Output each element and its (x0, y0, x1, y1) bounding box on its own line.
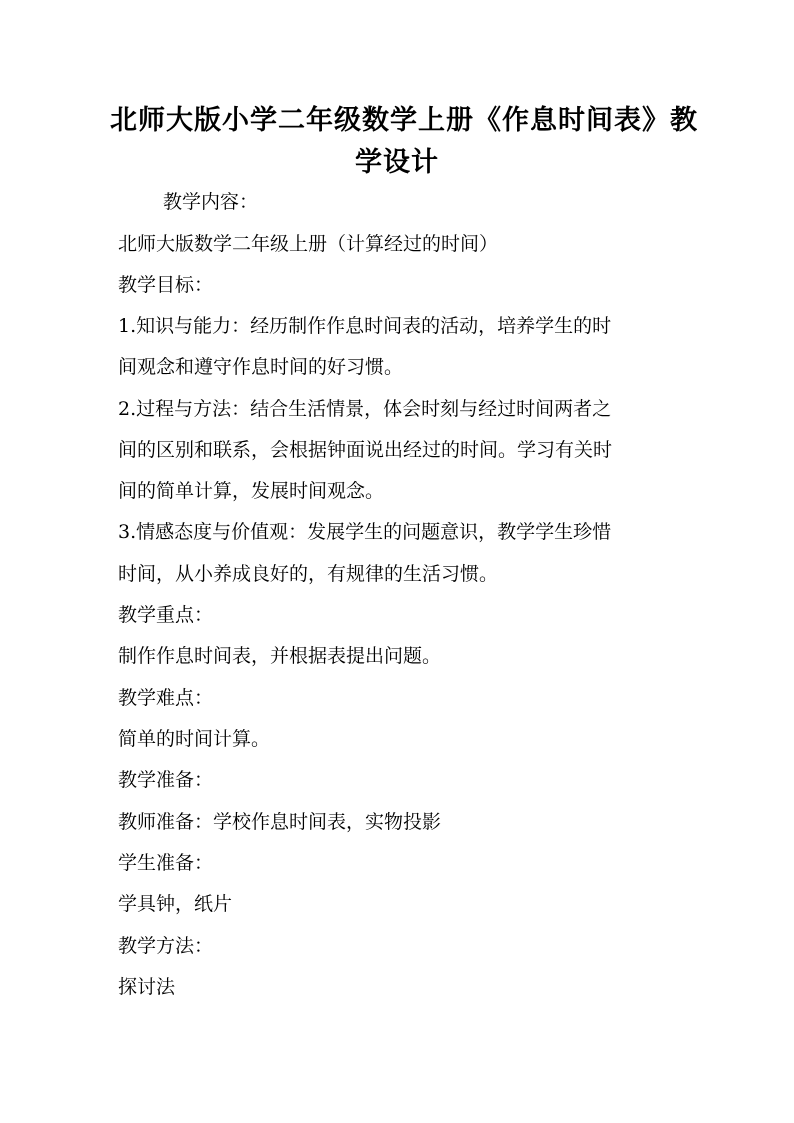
paragraph-line: 北师大版数学二年级上册（计算经过的时间） (118, 233, 499, 255)
paragraph-line: 教师准备：学校作息时间表，实物投影 (118, 811, 442, 833)
section-heading-difficulties: 教学难点： (118, 687, 214, 709)
document-title-line-2: 学设计 (355, 147, 439, 178)
paragraph-line: 时间，从小养成良好的，有规律的生活习惯。 (118, 563, 499, 585)
section-heading-objectives: 教学目标： (118, 274, 214, 296)
document-title-line-1: 北师大版小学二年级数学上册《作息时间表》教 (110, 105, 698, 136)
paragraph-line: 3.情感态度与价值观：发展学生的问题意识，教学学生珍惜 (118, 521, 612, 543)
paragraph-line: 间的区别和联系，会根据钟面说出经过的时间。学习有关时 (118, 439, 613, 461)
paragraph-line: 简单的时间计算。 (118, 728, 271, 750)
section-heading-content: 教学内容： (163, 191, 259, 213)
paragraph-line: 间的简单计算，发展时间观念。 (118, 480, 385, 502)
section-heading-student-preparation: 学生准备： (118, 852, 214, 874)
section-heading-preparation: 教学准备： (118, 769, 214, 791)
paragraph-line: 1.知识与能力：经历制作作息时间表的活动，培养学生的时 (118, 315, 612, 337)
section-heading-method: 教学方法： (118, 935, 214, 957)
section-heading-key-points: 教学重点： (118, 604, 214, 626)
paragraph-line: 探讨法 (118, 976, 176, 998)
paragraph-line: 2.过程与方法：结合生活情景，体会时刻与经过时间两者之 (118, 398, 612, 420)
paragraph-line: 学具钟，纸片 (118, 893, 233, 915)
paragraph-line: 制作作息时间表，并根据表提出问题。 (118, 645, 442, 667)
paragraph-line: 间观念和遵守作息时间的好习惯。 (118, 356, 404, 378)
